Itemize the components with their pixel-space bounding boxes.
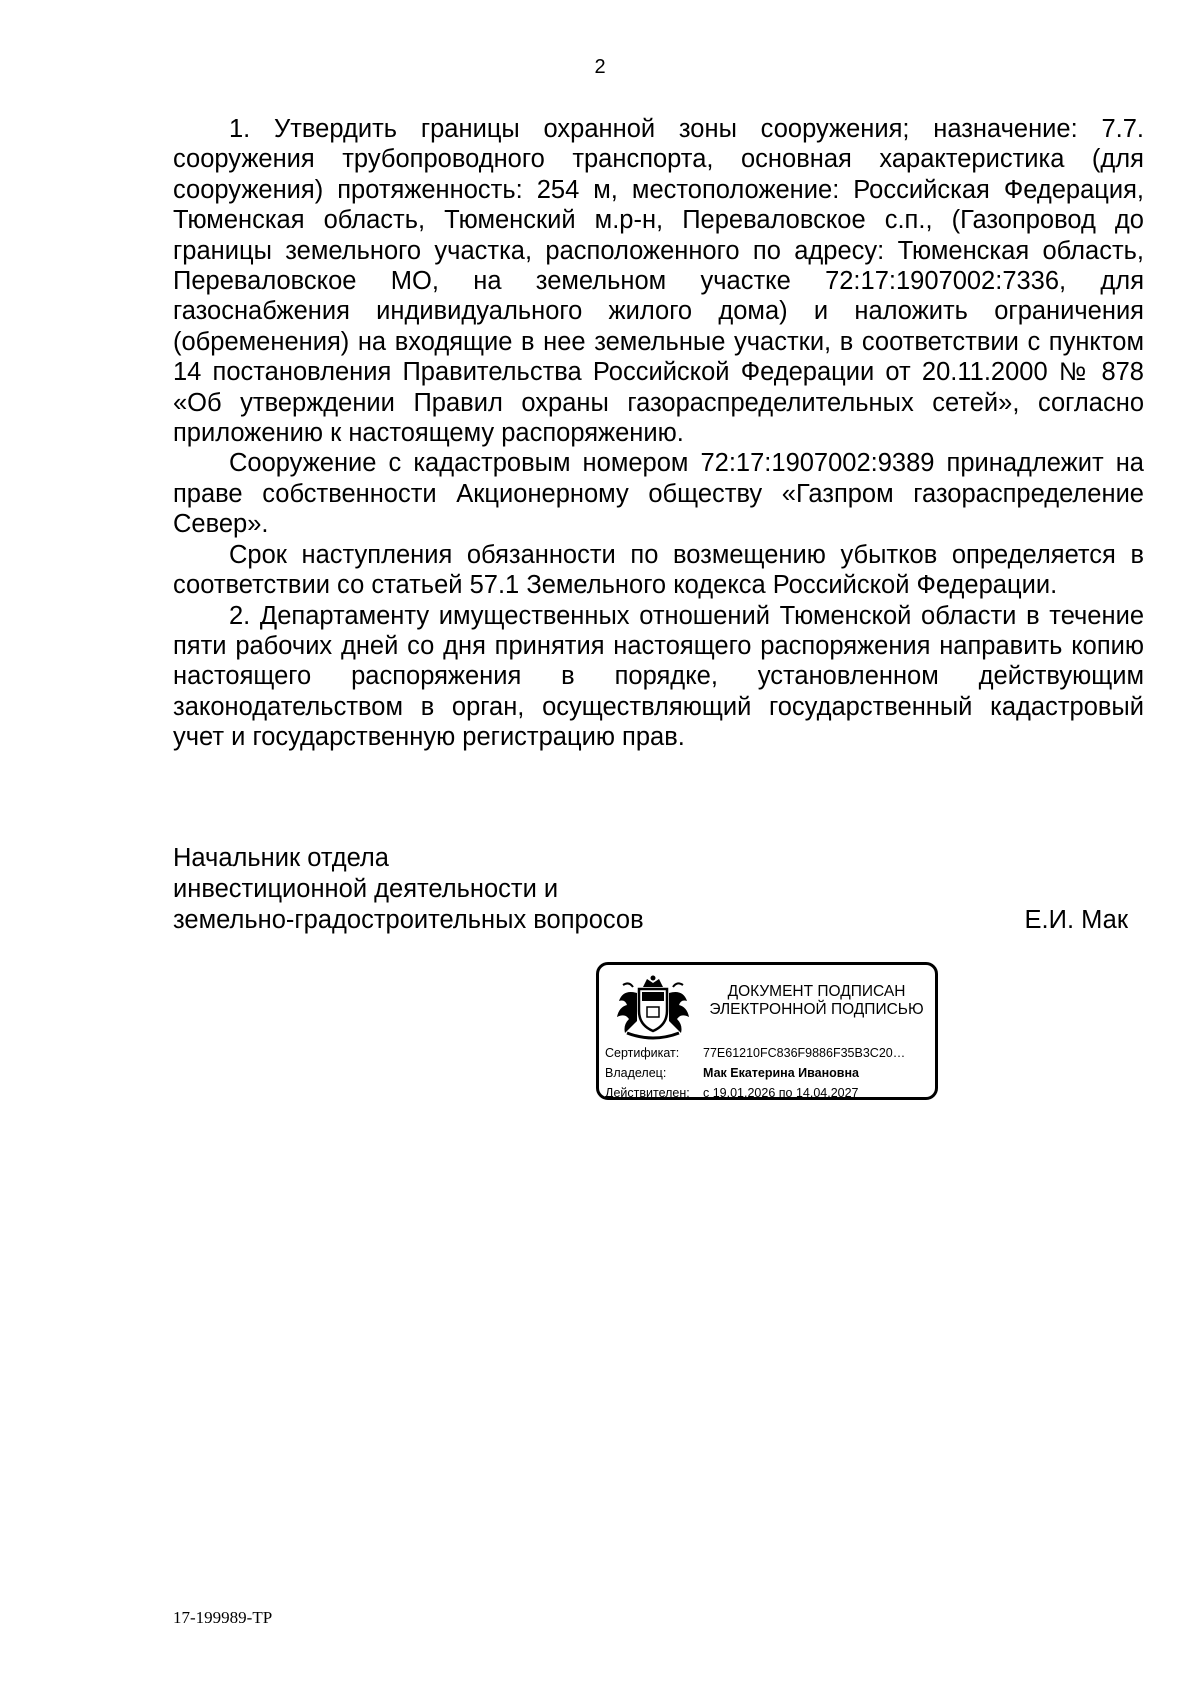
signature-block — [173, 843, 1128, 936]
validity-label: Действителен: — [605, 1086, 690, 1100]
electronic-signature-stamp — [596, 962, 938, 1100]
signatory-name: Е.И. Мак — [1024, 906, 1128, 934]
document-body — [173, 114, 1144, 753]
stamp-validity-row — [605, 1083, 931, 1103]
paragraph-4: 2. Департаменту имущественных отношений Тюменской области в течение пяти рабочих дней со дня принятия настоящего распоряжения направить копию настоящего распоряжения в порядке, установленном действующим законодательством в орган, осуществляющий государственный кадастровый учет и государственную регистрацию прав. — [173, 601, 1144, 752]
stamp-title — [704, 983, 929, 1019]
stamp-certificate-row — [605, 1043, 931, 1063]
validity-value: с 19.01.2026 по 14.04.2027 — [703, 1086, 859, 1100]
signatory-position-line: Начальник отдела — [173, 844, 389, 872]
owner-label: Владелец: — [605, 1066, 667, 1080]
page-number: 2 — [594, 56, 606, 78]
document-code: 17-199989-ТР — [173, 1608, 273, 1627]
paragraph-3: Срок наступления обязанности по возмещению убытков определяется в соответствии со статьей 57.1 Земельного кодекса Российской Федерации. — [173, 540, 1144, 600]
certificate-label: Сертификат: — [605, 1046, 680, 1060]
tyumen-coat-of-arms-icon — [609, 973, 697, 1041]
signatory-position-line: инвестиционной деятельности и — [173, 875, 559, 903]
certificate-value: 77E61210FC836F9886F35B3C20… — [703, 1046, 906, 1060]
paragraph-1: 1. Утвердить границы охранной зоны сооружения; назначение: 7.7. сооружения трубопроводного транспорта, основная характеристика (для сооружения) протяженность: 254 м, местоположение: Российская Федерация, Тюменская область, Тюменский м.р-н, Переваловское с.п., (Газопровод до границы земельного участка, расположенного по адресу: Тюменская область, Переваловское МО, на земельном участке 72:17:1907002:7336, для газоснабжения индивидуального жилого дома) и наложить ограничения (обременения) на входящие в нее земельные участки, в соответствии с пунктом 14 постановления Правительства Российской Федерации от 20.11.2000 № 878 «Об утверждении Правил охраны газораспределительных сетей», согласно приложению к настоящему распоряжению. — [173, 115, 1144, 448]
stamp-title-line: ЭЛЕКТРОННОЙ ПОДПИСЬЮ — [709, 1001, 924, 1018]
signatory-position-line: земельно-градостроительных вопросов — [173, 906, 644, 934]
owner-value: Мак Екатерина Ивановна — [703, 1066, 859, 1080]
stamp-title-line: ДОКУМЕНТ ПОДПИСАН — [727, 983, 906, 1000]
paragraph-2: Сооружение с кадастровым номером 72:17:1907002:9389 принадлежит на праве собственности Акционерному обществу «Газпром газораспределение Север». — [173, 449, 1144, 539]
stamp-details — [605, 1043, 931, 1103]
stamp-owner-row — [605, 1063, 931, 1083]
